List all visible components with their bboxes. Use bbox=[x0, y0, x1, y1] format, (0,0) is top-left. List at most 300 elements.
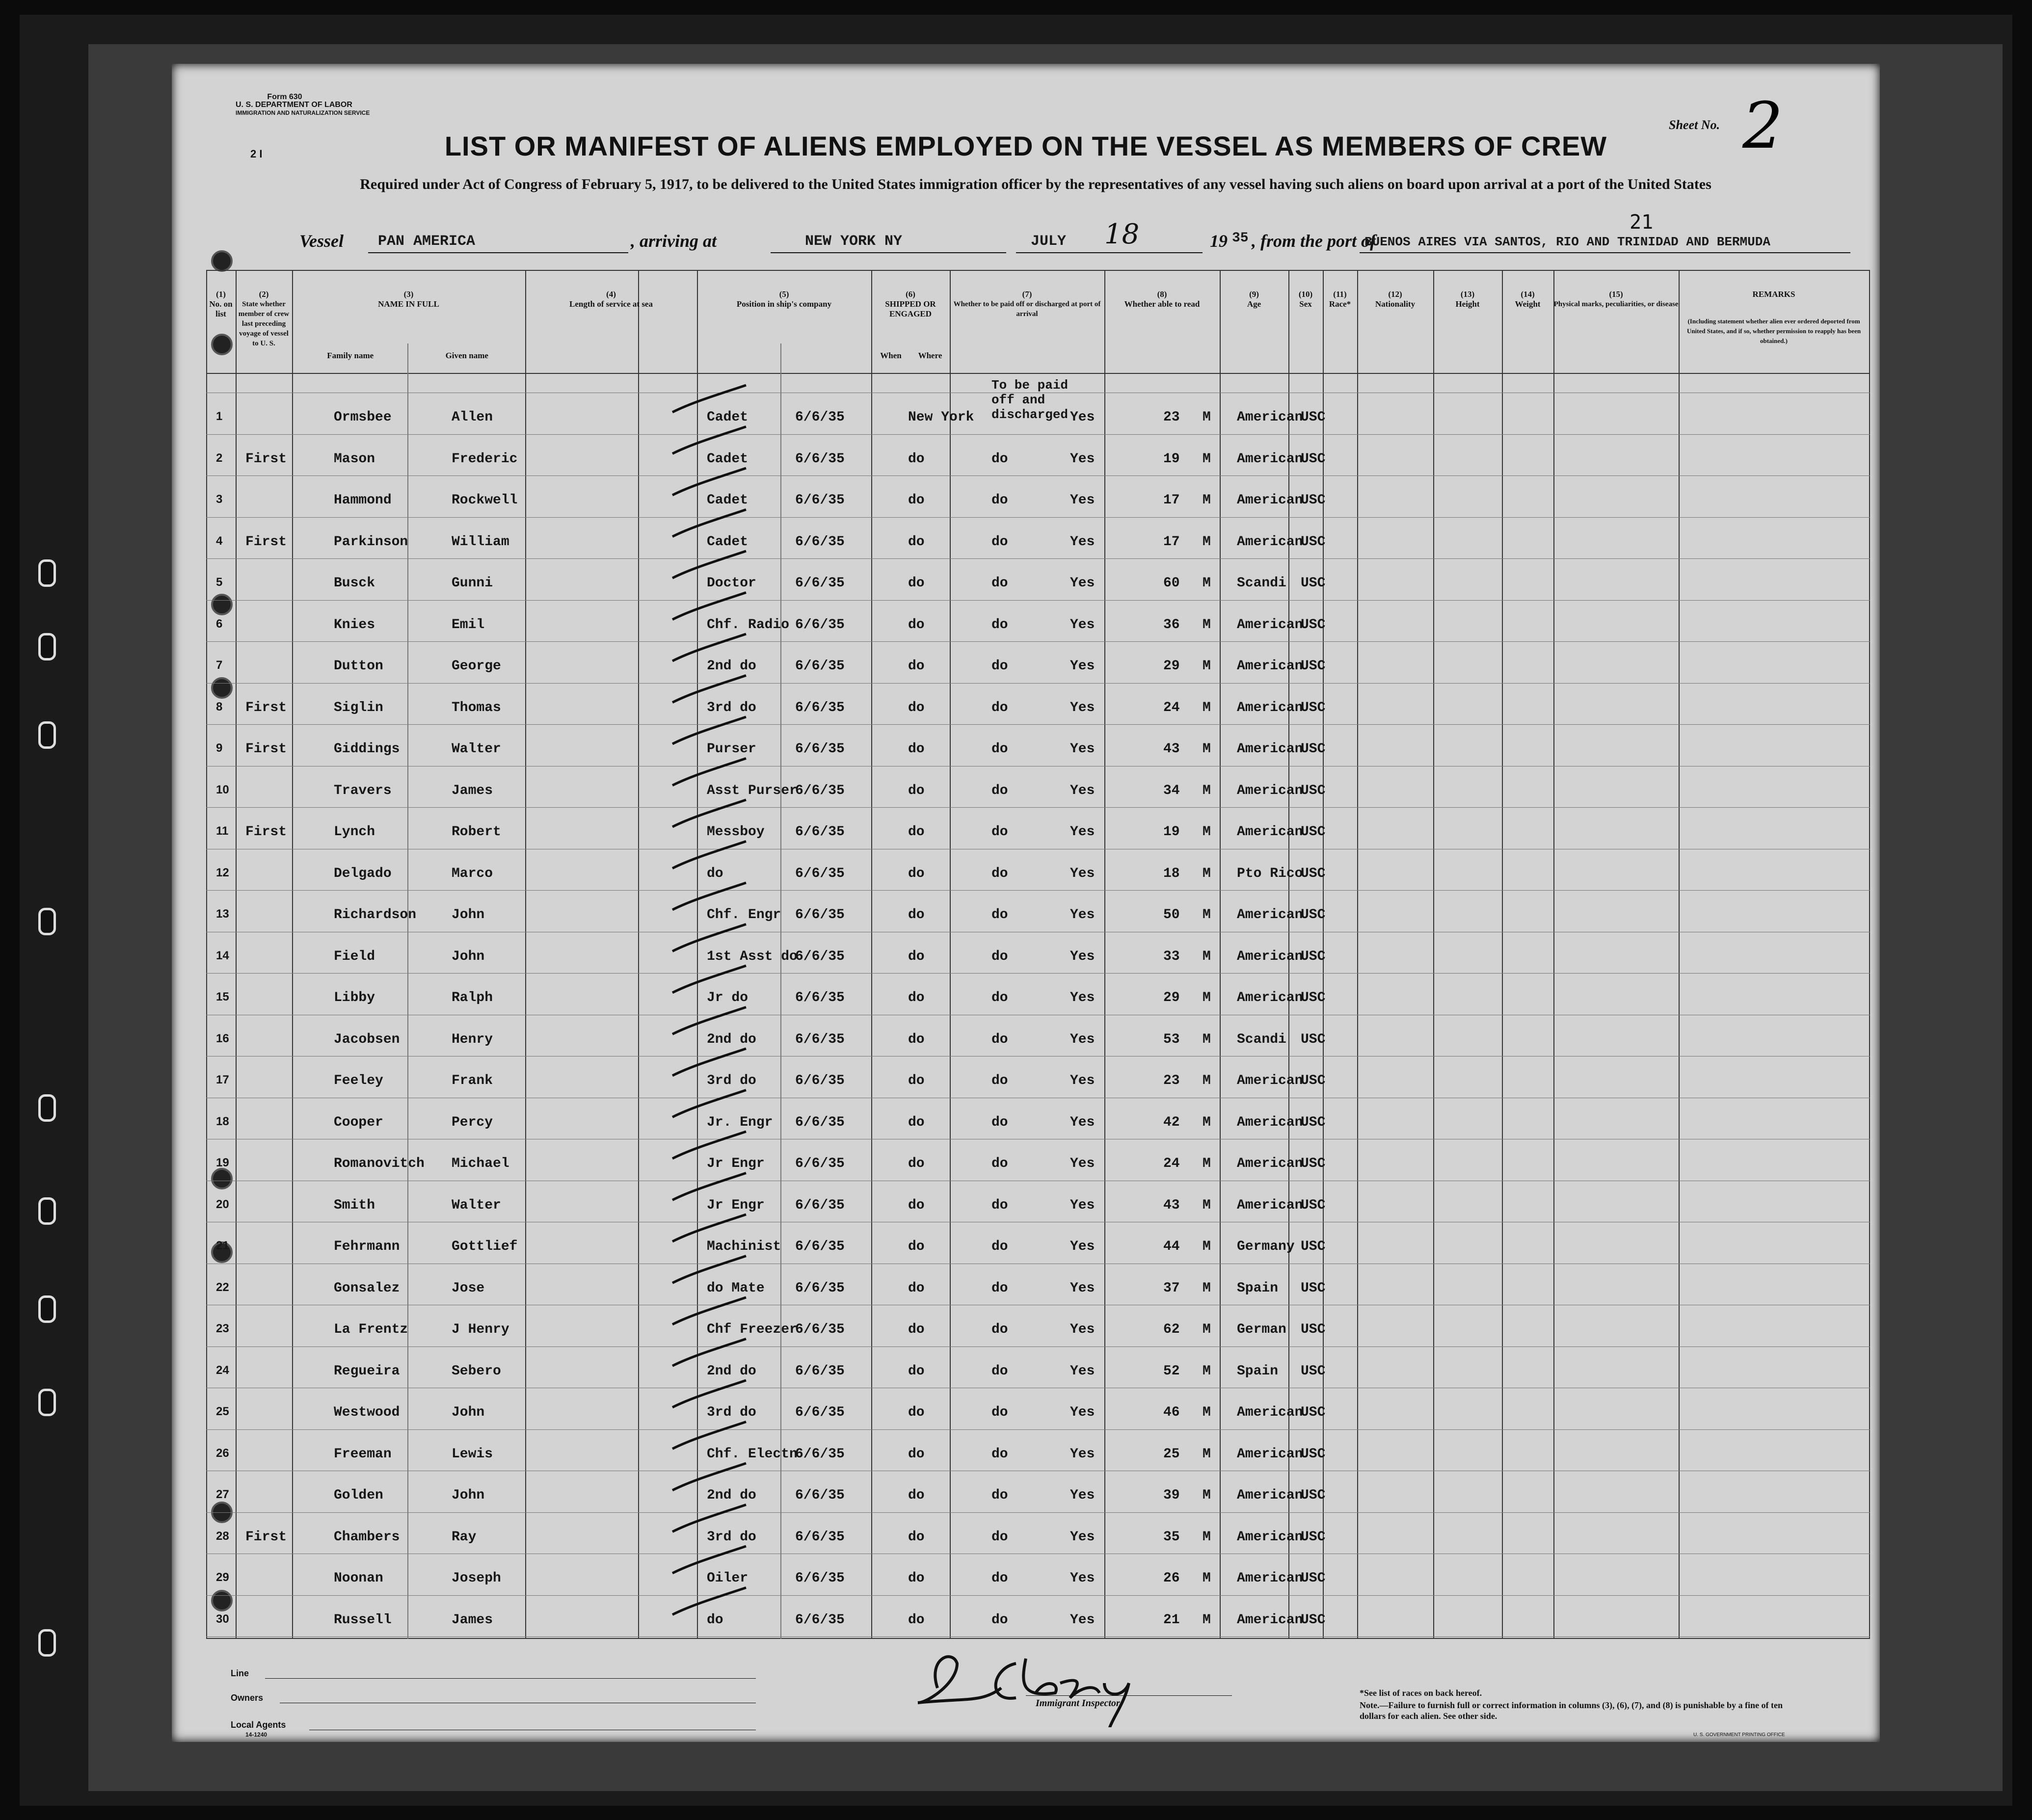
cell-age: 53 bbox=[1163, 1031, 1180, 1047]
cell-position: Chf. Electn bbox=[707, 1446, 798, 1462]
cell-age: 29 bbox=[1163, 990, 1180, 1005]
table-row bbox=[206, 1473, 1870, 1515]
cell-age: 60 bbox=[1163, 576, 1180, 591]
cell-age: 37 bbox=[1163, 1280, 1180, 1296]
cell-sex: M bbox=[1203, 1197, 1211, 1213]
cell-given: Joseph bbox=[452, 1571, 501, 1586]
cell-family: Knies bbox=[334, 617, 375, 633]
cell-read: Yes bbox=[1070, 741, 1095, 757]
cell-paid: do bbox=[991, 700, 1008, 715]
column-number: (6) bbox=[906, 290, 915, 299]
binder-hole bbox=[38, 908, 56, 935]
cell-read: Yes bbox=[1070, 990, 1095, 1005]
cell-position: Jr Engr bbox=[707, 1197, 765, 1213]
column-header bbox=[697, 290, 871, 309]
cell-family: Jacobsen bbox=[334, 1031, 400, 1047]
cell-nationality: USC bbox=[1301, 576, 1326, 591]
cell-when: 6/6/35 bbox=[795, 824, 845, 840]
column-header bbox=[871, 290, 950, 319]
column-header bbox=[1502, 290, 1553, 309]
cell-when: 6/6/35 bbox=[795, 617, 845, 633]
cell-race: American bbox=[1237, 1197, 1303, 1213]
cell-where: do bbox=[908, 700, 925, 715]
cell-race: German bbox=[1237, 1322, 1286, 1337]
cell-read: Yes bbox=[1070, 1197, 1095, 1213]
cell-when: 6/6/35 bbox=[795, 1280, 845, 1296]
cell-no: 6 bbox=[216, 617, 223, 631]
cell-age: 34 bbox=[1163, 783, 1180, 798]
cell-sex: M bbox=[1203, 866, 1211, 881]
cell-given: Percy bbox=[452, 1114, 493, 1130]
cell-given: John bbox=[452, 1405, 485, 1420]
tally-mark bbox=[672, 1256, 746, 1283]
crew-table bbox=[206, 270, 1870, 1639]
cell-nationality: USC bbox=[1301, 1073, 1326, 1088]
column-subheader: Family name bbox=[327, 351, 374, 360]
cell-race: American bbox=[1237, 700, 1303, 715]
cell-position: Messboy bbox=[707, 824, 765, 840]
cell-position: Jr. Engr bbox=[707, 1114, 773, 1130]
column-label: No. on list bbox=[209, 299, 233, 318]
cell-position: Cadet bbox=[707, 410, 749, 425]
cell-given: Robert bbox=[452, 824, 501, 840]
cell-paid: do bbox=[991, 1197, 1008, 1213]
cell-paid: do bbox=[991, 1114, 1008, 1130]
cell-family: Westwood bbox=[334, 1405, 400, 1420]
cell-read: Yes bbox=[1070, 1073, 1095, 1088]
column-label: Length of service at sea bbox=[569, 299, 653, 309]
arrival-day: 18 bbox=[1104, 218, 1140, 250]
cell-sex: M bbox=[1203, 783, 1211, 798]
owners-label: Owners bbox=[231, 1693, 264, 1703]
column-number: (12) bbox=[1388, 290, 1402, 299]
column-number: (14) bbox=[1521, 290, 1535, 299]
date-underline bbox=[1016, 252, 1203, 253]
cell-nationality: USC bbox=[1301, 1446, 1326, 1462]
cell-family: Fehrmann bbox=[334, 1239, 400, 1254]
binder-hole bbox=[38, 559, 56, 587]
cell-age: 17 bbox=[1163, 493, 1180, 508]
cell-race: American bbox=[1237, 1488, 1303, 1503]
cell-nationality: USC bbox=[1301, 1363, 1326, 1379]
tally-mark bbox=[672, 883, 746, 910]
cell-paid: do bbox=[991, 1405, 1008, 1420]
cell-sex: M bbox=[1203, 410, 1211, 425]
cell-position: Oiler bbox=[707, 1571, 749, 1586]
cell-when: 6/6/35 bbox=[795, 493, 845, 508]
cell-read: Yes bbox=[1070, 700, 1095, 715]
tally-mark bbox=[672, 1380, 746, 1407]
column-number: (11) bbox=[1333, 290, 1347, 299]
cell-prev: First bbox=[245, 534, 287, 550]
cell-prev: First bbox=[245, 451, 287, 467]
table-row bbox=[206, 1349, 1870, 1391]
cell-where: do bbox=[908, 617, 925, 633]
port-underline bbox=[771, 252, 1006, 253]
cell-when: 6/6/35 bbox=[795, 907, 845, 923]
cell-read: Yes bbox=[1070, 1156, 1095, 1171]
cell-where: do bbox=[908, 1571, 925, 1586]
tally-mark bbox=[672, 1132, 746, 1159]
cell-where: do bbox=[908, 451, 925, 467]
cell-paid: do bbox=[991, 1571, 1008, 1586]
table-row bbox=[206, 603, 1870, 644]
cell-read: Yes bbox=[1070, 493, 1095, 508]
cell-when: 6/6/35 bbox=[795, 410, 845, 425]
cell-when: 6/6/35 bbox=[795, 700, 845, 715]
cell-when: 6/6/35 bbox=[795, 1612, 845, 1628]
column-subheader: When bbox=[880, 351, 902, 360]
cell-nationality: USC bbox=[1301, 783, 1326, 798]
cell-nationality: USC bbox=[1301, 493, 1326, 508]
cell-race: Pto Rico bbox=[1237, 866, 1303, 881]
tally-mark bbox=[672, 842, 746, 869]
cell-when: 6/6/35 bbox=[795, 534, 845, 550]
cell-given: John bbox=[452, 907, 485, 923]
cell-sex: M bbox=[1203, 949, 1211, 964]
tally-mark bbox=[672, 468, 746, 495]
cell-when: 6/6/35 bbox=[795, 1405, 845, 1420]
column-header bbox=[1104, 290, 1220, 309]
cell-given: Sebero bbox=[452, 1363, 501, 1379]
cell-prev: First bbox=[245, 1529, 287, 1545]
punch-hole bbox=[211, 250, 233, 272]
column-header bbox=[1357, 290, 1433, 309]
cell-family: Smith bbox=[334, 1197, 375, 1213]
cell-nationality: USC bbox=[1301, 1239, 1326, 1254]
column-label: State whether member of crew last preceding voyage of vessel to U. S. bbox=[238, 300, 290, 347]
races-note: *See list of races on back hereof. bbox=[1360, 1688, 1482, 1698]
cell-given: Walter bbox=[452, 1197, 501, 1213]
department-name: U. S. DEPARTMENT OF LABOR bbox=[236, 101, 352, 109]
binder-hole bbox=[38, 1389, 56, 1416]
cell-nationality: USC bbox=[1301, 949, 1326, 964]
cell-family: Parkinson bbox=[334, 534, 408, 550]
cell-family: Ormsbee bbox=[334, 410, 392, 425]
cell-paid: do bbox=[991, 1239, 1008, 1254]
table-row bbox=[206, 1141, 1870, 1183]
cell-position: Machinist bbox=[707, 1239, 781, 1254]
cell-no: 18 bbox=[216, 1114, 229, 1128]
column-number: (15) bbox=[1609, 290, 1623, 299]
column-header bbox=[1323, 290, 1357, 309]
cell-sex: M bbox=[1203, 1031, 1211, 1047]
cell-family: Lynch bbox=[334, 824, 375, 840]
cell-family: Cooper bbox=[334, 1114, 383, 1130]
binder-hole bbox=[38, 1295, 56, 1323]
cell-when: 6/6/35 bbox=[795, 1446, 845, 1462]
column-header bbox=[525, 290, 697, 309]
cell-no: 16 bbox=[216, 1031, 229, 1045]
cell-given: Frederic bbox=[452, 451, 518, 467]
cell-read: Yes bbox=[1070, 907, 1095, 923]
cell-where: do bbox=[908, 741, 925, 757]
cell-family: Mason bbox=[334, 451, 375, 467]
cell-prev: First bbox=[245, 700, 287, 715]
cell-no: 30 bbox=[216, 1612, 229, 1626]
cell-paid: To be paid off and discharged bbox=[991, 378, 1069, 422]
cell-given: Allen bbox=[452, 410, 493, 425]
column-number: (13) bbox=[1460, 290, 1475, 299]
cell-when: 6/6/35 bbox=[795, 949, 845, 964]
tally-mark bbox=[672, 1588, 746, 1615]
cell-sex: M bbox=[1203, 990, 1211, 1005]
cell-given: Rockwell bbox=[452, 493, 518, 508]
cell-given: James bbox=[452, 783, 493, 798]
vessel-label: Vessel bbox=[299, 231, 344, 251]
cell-no: 1 bbox=[216, 410, 223, 423]
cell-race: American bbox=[1237, 783, 1303, 798]
cell-when: 6/6/35 bbox=[795, 1488, 845, 1503]
cell-nationality: USC bbox=[1301, 1197, 1326, 1213]
cell-age: 29 bbox=[1163, 659, 1180, 674]
cell-family: Richardson bbox=[334, 907, 417, 923]
cell-no: 2 bbox=[216, 451, 223, 465]
column-header bbox=[1288, 290, 1323, 309]
cell-read: Yes bbox=[1070, 1322, 1095, 1337]
cell-sex: M bbox=[1203, 1612, 1211, 1628]
cell-prev: First bbox=[245, 824, 287, 840]
cell-where: do bbox=[908, 866, 925, 881]
table-row bbox=[206, 1515, 1870, 1556]
table-row bbox=[206, 644, 1870, 686]
cell-where: do bbox=[908, 1073, 925, 1088]
cell-where: do bbox=[908, 783, 925, 798]
cell-position: Doctor bbox=[707, 576, 756, 591]
table-row bbox=[206, 1432, 1870, 1474]
cell-read: Yes bbox=[1070, 1488, 1095, 1503]
cell-where: do bbox=[908, 493, 925, 508]
cell-read: Yes bbox=[1070, 824, 1095, 840]
cell-family: Busck bbox=[334, 576, 375, 591]
column-header bbox=[1553, 290, 1679, 309]
table-row bbox=[206, 976, 1870, 1017]
column-header bbox=[236, 290, 292, 348]
cell-given: Gunni bbox=[452, 576, 493, 591]
cell-age: 39 bbox=[1163, 1488, 1180, 1503]
cell-race: American bbox=[1237, 990, 1303, 1005]
cell-age: 19 bbox=[1163, 824, 1180, 840]
table-row bbox=[206, 1307, 1870, 1349]
cell-when: 6/6/35 bbox=[795, 576, 845, 591]
table-row bbox=[206, 1058, 1870, 1100]
table-row bbox=[206, 561, 1870, 603]
cell-race: American bbox=[1237, 451, 1303, 467]
cell-read: Yes bbox=[1070, 783, 1095, 798]
binder-hole bbox=[38, 1094, 56, 1122]
page-subtitle: Required under Act of Congress of February 5, 1917, to be delivered to the United States immigration officer by the representatives of any vessel having such aliens on board upon arrival at a port of the United States bbox=[360, 176, 1711, 192]
line-underline bbox=[265, 1678, 756, 1679]
cell-age: 23 bbox=[1163, 410, 1180, 425]
cell-age: 19 bbox=[1163, 451, 1180, 467]
cell-no: 19 bbox=[216, 1156, 229, 1169]
cell-age: 33 bbox=[1163, 949, 1180, 964]
table-row bbox=[206, 520, 1870, 561]
cell-family: Romanovitch bbox=[334, 1156, 425, 1171]
cell-paid: do bbox=[991, 1322, 1008, 1337]
cell-position: Chf. Engr bbox=[707, 907, 781, 923]
cell-nationality: USC bbox=[1301, 866, 1326, 881]
column-label: Sex bbox=[1299, 299, 1312, 309]
cell-given: Emil bbox=[452, 617, 485, 633]
cell-sex: M bbox=[1203, 659, 1211, 674]
tally-mark bbox=[672, 717, 746, 744]
cell-race: American bbox=[1237, 1612, 1303, 1628]
cell-when: 6/6/35 bbox=[795, 783, 845, 798]
cell-nationality: USC bbox=[1301, 659, 1326, 674]
cell-paid: do bbox=[991, 783, 1008, 798]
cell-family: Giddings bbox=[334, 741, 400, 757]
column-number: (1) bbox=[216, 290, 226, 299]
cell-paid: do bbox=[991, 949, 1008, 964]
cell-no: 17 bbox=[216, 1073, 229, 1086]
cell-sex: M bbox=[1203, 1280, 1211, 1296]
cell-read: Yes bbox=[1070, 1571, 1095, 1586]
tally-mark bbox=[672, 1214, 746, 1241]
printer-mark: U. S. GOVERNMENT PRINTING OFFICE bbox=[1693, 1732, 1785, 1738]
cell-nationality: USC bbox=[1301, 617, 1326, 633]
table-row bbox=[206, 478, 1870, 520]
cell-where: New York bbox=[908, 410, 974, 425]
cell-when: 6/6/35 bbox=[795, 1156, 845, 1171]
cell-where: do bbox=[908, 990, 925, 1005]
column-number: (2) bbox=[259, 290, 269, 299]
cell-read: Yes bbox=[1070, 866, 1095, 881]
column-header bbox=[1679, 290, 1869, 299]
column-label: Age bbox=[1247, 299, 1261, 309]
cell-when: 6/6/35 bbox=[795, 1239, 845, 1254]
table-row bbox=[206, 727, 1870, 768]
cell-paid: do bbox=[991, 493, 1008, 508]
line-label: Line bbox=[231, 1668, 249, 1678]
from-port-label: , from the port of bbox=[1252, 231, 1376, 251]
binder-hole bbox=[38, 633, 56, 660]
inspector-signature bbox=[898, 1629, 1291, 1727]
cell-nationality: USC bbox=[1301, 1031, 1326, 1047]
tally-mark bbox=[672, 1505, 746, 1532]
cell-no: 14 bbox=[216, 949, 229, 962]
cell-position: 3rd do bbox=[707, 1529, 756, 1545]
cell-no: 13 bbox=[216, 907, 229, 921]
cell-position: 3rd do bbox=[707, 1073, 756, 1088]
cell-read: Yes bbox=[1070, 617, 1095, 633]
cell-nationality: USC bbox=[1301, 1156, 1326, 1171]
inspector-label: Immigrant Inspector. bbox=[1036, 1698, 1122, 1709]
cell-paid: do bbox=[991, 990, 1008, 1005]
column-header bbox=[1220, 290, 1288, 309]
tally-mark bbox=[672, 593, 746, 620]
cell-no: 28 bbox=[216, 1529, 229, 1543]
cell-position: 2nd do bbox=[707, 1031, 756, 1047]
cell-race: Germany bbox=[1237, 1239, 1295, 1254]
cell-race: American bbox=[1237, 1156, 1303, 1171]
tally-mark bbox=[672, 676, 746, 703]
cell-position: Cadet bbox=[707, 451, 749, 467]
cell-age: 35 bbox=[1163, 1529, 1180, 1545]
cell-family: Delgado bbox=[334, 866, 392, 881]
tally-mark bbox=[672, 1546, 746, 1573]
column-number: (5) bbox=[779, 290, 789, 299]
cell-race: American bbox=[1237, 741, 1303, 757]
cell-nationality: USC bbox=[1301, 1114, 1326, 1130]
cell-no: 10 bbox=[216, 783, 229, 796]
tally-mark bbox=[672, 1090, 746, 1117]
column-number: (8) bbox=[1157, 290, 1167, 299]
cell-where: do bbox=[908, 1031, 925, 1047]
cell-when: 6/6/35 bbox=[795, 1322, 845, 1337]
cell-position: 2nd do bbox=[707, 659, 756, 674]
column-number: (10) bbox=[1298, 290, 1313, 299]
cell-nationality: USC bbox=[1301, 534, 1326, 550]
cell-race: American bbox=[1237, 617, 1303, 633]
tally-marks bbox=[663, 378, 761, 1634]
cell-read: Yes bbox=[1070, 1612, 1095, 1628]
tally-mark bbox=[672, 551, 746, 578]
cell-sex: M bbox=[1203, 824, 1211, 840]
sheet-number-label: Sheet No. bbox=[1669, 118, 1720, 132]
cell-no: 5 bbox=[216, 576, 223, 589]
cell-sex: M bbox=[1203, 493, 1211, 508]
cell-where: do bbox=[908, 1612, 925, 1628]
cell-race: American bbox=[1237, 534, 1303, 550]
cell-nationality: USC bbox=[1301, 1612, 1326, 1628]
vessel-underline bbox=[368, 252, 628, 253]
column-label: NAME IN FULL bbox=[378, 299, 439, 309]
cell-family: Field bbox=[334, 949, 375, 964]
cell-nationality: USC bbox=[1301, 1322, 1326, 1337]
cell-family: Hammond bbox=[334, 493, 392, 508]
binder-hole bbox=[38, 1197, 56, 1225]
cell-no: 23 bbox=[216, 1322, 229, 1335]
tally-mark bbox=[672, 634, 746, 661]
cell-where: do bbox=[908, 534, 925, 550]
tally-mark bbox=[672, 1422, 746, 1449]
cell-paid: do bbox=[991, 659, 1008, 674]
cell-paid: do bbox=[991, 1529, 1008, 1545]
cell-read: Yes bbox=[1070, 576, 1095, 591]
cell-read: Yes bbox=[1070, 1529, 1095, 1545]
cell-paid: do bbox=[991, 576, 1008, 591]
arrival-month: JULY bbox=[1031, 233, 1067, 250]
cell-race: Scandi bbox=[1237, 1031, 1286, 1047]
cell-nationality: USC bbox=[1301, 1280, 1326, 1296]
table-row bbox=[206, 1017, 1870, 1059]
cell-no: 12 bbox=[216, 866, 229, 879]
cell-paid: do bbox=[991, 1073, 1008, 1088]
column-label: Race* bbox=[1329, 299, 1351, 309]
cell-given: Jose bbox=[452, 1280, 485, 1296]
column-subheader: Given name bbox=[445, 351, 488, 360]
cell-given: George bbox=[452, 659, 501, 674]
cell-read: Yes bbox=[1070, 1031, 1095, 1047]
cell-read: Yes bbox=[1070, 1114, 1095, 1130]
cell-where: do bbox=[908, 1114, 925, 1130]
table-row bbox=[206, 1556, 1870, 1598]
cell-paid: do bbox=[991, 824, 1008, 840]
cell-given: Ralph bbox=[452, 990, 493, 1005]
cell-given: Marco bbox=[452, 866, 493, 881]
table-row bbox=[206, 1183, 1870, 1225]
cell-where: do bbox=[908, 1488, 925, 1503]
cell-family: Golden bbox=[334, 1488, 383, 1503]
cell-family: Regueira bbox=[334, 1363, 400, 1379]
column-header bbox=[292, 290, 525, 309]
tally-mark bbox=[672, 510, 746, 537]
table-row bbox=[206, 893, 1870, 934]
tally-mark bbox=[672, 1463, 746, 1490]
cell-read: Yes bbox=[1070, 1363, 1095, 1379]
cell-position: Cadet bbox=[707, 493, 749, 508]
